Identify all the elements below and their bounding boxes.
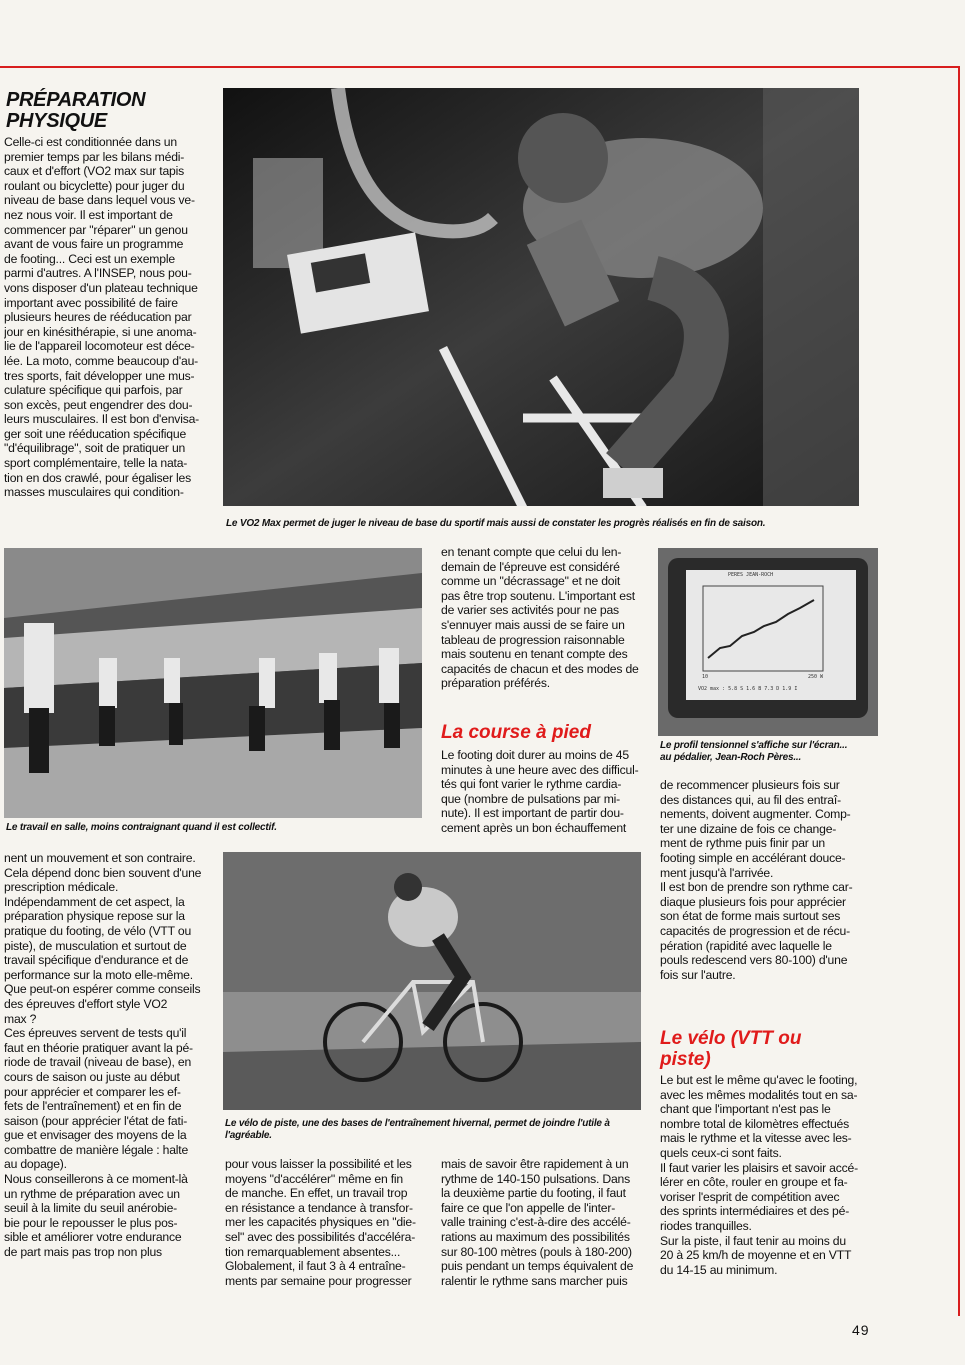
- page-number: 49: [852, 1322, 870, 1338]
- col3-mid-text: de recommencer plusieurs fois sur des distances qui, au fil des entraî- nements, doivent augmenter. Comp- ter une dizaine de fois ce change- ment de rythme puis finir par un footing simple en accélérant douce- ment jusqu'à l'arrivée. Il est bon de prendre son rythme car- diaque plusieurs fois pour apprécier son état de forme mais surtout ses capacités de progression et de récu- pération (rapidité avec laquelle le pouls redescend vers 80-100) d'une fois sur l'autre.: [660, 778, 853, 982]
- col2-top-text: en tenant compte que celui du len- demain de l'épreuve est considéré comme un "décrassage" et ne doit pas être trop soutenu. L'important est de varier ses activités pour ne pas s'ennuyer mais aussi de se faire un tableau de progression raisonnable mais soutenu en tenant compte des capacités de chacun et des modes de préparation préférés.: [441, 545, 639, 691]
- red-frame-right: [958, 66, 960, 1316]
- heading-le-velo: Le vélo (VTT ou piste): [660, 1028, 802, 1070]
- vo2-photo-illustration: [223, 88, 859, 506]
- monitor-footer: VO2 max : 5.8 S 1.6 B 7.3 D 1.9 I: [698, 686, 798, 692]
- photo-monitor-profile: [658, 548, 878, 736]
- caption-vo2: Le VO2 Max permet de juger le niveau de base du sportif mais aussi de constater les progrès réalisés en fin de saison.: [226, 518, 766, 529]
- monitor-x-end: 250 W: [808, 674, 824, 680]
- heading-preparation-physique: PRÉPARATION PHYSIQUE: [6, 89, 146, 132]
- col-b3-text: mais de savoir être rapidement à un rythme de 140-150 pulsations. Dans la deuxième partie du footing, il faut faire ce que l'on appelle de l'inter- valle training c'est-à-dire des accélé- rations au maximum des possibilités sur 80-100 mètres (pouls à 180-200) puis pendant un temps équivalent de ralentir le rythme sans marcher puis: [441, 1157, 634, 1288]
- photo-gym-class: [4, 548, 422, 818]
- col1-bottom-text: nent un mouvement et son contraire. Cela dépend donc bien souvent d'une prescription médicale. Indépendamment de cet aspect, la préparation physique repose sur la pratique du footing, de vélo (VTT ou piste), de musculation et surtout de travail spécifique d'endurance et de performance sur la moto elle-même. Que peut-on espérer comme conseils des épreuves d'effort style VO2 max ? Ces épreuves servent de tests qu'il faut en théorie pratiquer avant la pé- riode de travail (niveau de base), en cours de saison ou juste au début pour apprécier et comparer les ef- fets de l'entraînement) et en fin de saison (pour apprécier l'état de fati- gue et envisager des moyens de la combattre de manière légale : halte au dopage). Nous conseillerons à ce moment-là un rythme de préparation avec un seuil à la limite du seuil anérobie- bie pour le repousser le plus pos- sible et améliorer votre endurance de part mais pas trop non plus: [4, 851, 202, 1260]
- photo-track-bike: [223, 852, 641, 1110]
- monitor-title: PERES JEAN-ROCH: [728, 572, 774, 578]
- col3-velo-text: Le but est le même qu'avec le footing, avec les mêmes modalités tout en sa- chant que l'important n'est pas le nombre total de kilomètres effectués mais le rythme et la vitesse avec les- quels ceux-ci sont faits. Il faut varier les plaisirs et savoir accé- lérer en côte, rouler en groupe et fa- voriser l'esprit de compétition avec des sprints intermédiaires et des pé- riodes tranquilles. Sur la piste, il faut tenir au moins du 20 à 25 km/h de moyenne et en VTT du 14-15 au minimum.: [660, 1073, 858, 1277]
- col1-top-text: Celle-ci est conditionnée dans un premier temps par les bilans médi- caux et d'effort (VO2 max sur tapis roulant ou bicyclette) pour juger du niveau de base dans lequel vous ve- nez nous voir. Il est important de commencer par "réparer" un genou avant de vous faire un programme de footing... Ceci est un exemple parmi d'autres. A l'INSEP, nous pou- vons disposer d'un plateau technique important avec possibilité de faire plusieurs heures de rééducation par jour en kinésithérapie, si une anoma- lie de l'appareil locomoteur est décе- lée. La moto, comme beaucoup d'au- tres sports, fait développer une mus- culature spécifique qui parfois, par son excès, peut engendrer des dou- leurs musculaires. Il est bon d'envisa- ger soit une rééducation spécifique "d'équilibrage", soit de pratiquer un sport complémentaire, telle la nata- tion en dos crawlé, pour égaliser les masses musculaires qui condition-: [4, 135, 200, 500]
- caption-bike: Le vélo de piste, une des bases de l'entraînement hivernal, permet de joindre l'utile à l'agréable.: [225, 1118, 610, 1141]
- red-frame-top: [0, 66, 960, 68]
- col-b2-text: pour vous laisser la possibilité et les moyens "d'accélérer" même en fin de manche. En effet, un travail trop en résistance a tendance à transfor- mer les capacités physiques en "die- sel" avec des possibilités d'accéléra- tion remarquablement absentes... Globalement, il faut 3 à 4 entraîne- ments par semaine pour progresser: [225, 1157, 416, 1288]
- caption-gym: Le travail en salle, moins contraignant quand il est collectif.: [6, 822, 277, 833]
- photo-vo2-test: [223, 88, 859, 506]
- col2-course-text: Le footing doit durer au moins de 45 minutes à une heure avec des difficul- tés qui font varier le rythme cardia- que (nombre de pulsations par mi- nute). Il est important de partir dou- cement après un bon échauffement: [441, 748, 639, 835]
- caption-screen: Le profil tensionnel s'affiche sur l'écran... au pédalier, Jean-Roch Pères...: [660, 740, 848, 763]
- monitor-x-start: 10: [702, 674, 709, 680]
- heading-course-a-pied: La course à pied: [441, 722, 591, 743]
- bike-photo-illustration: [223, 852, 641, 1110]
- gym-photo-illustration: [4, 548, 422, 818]
